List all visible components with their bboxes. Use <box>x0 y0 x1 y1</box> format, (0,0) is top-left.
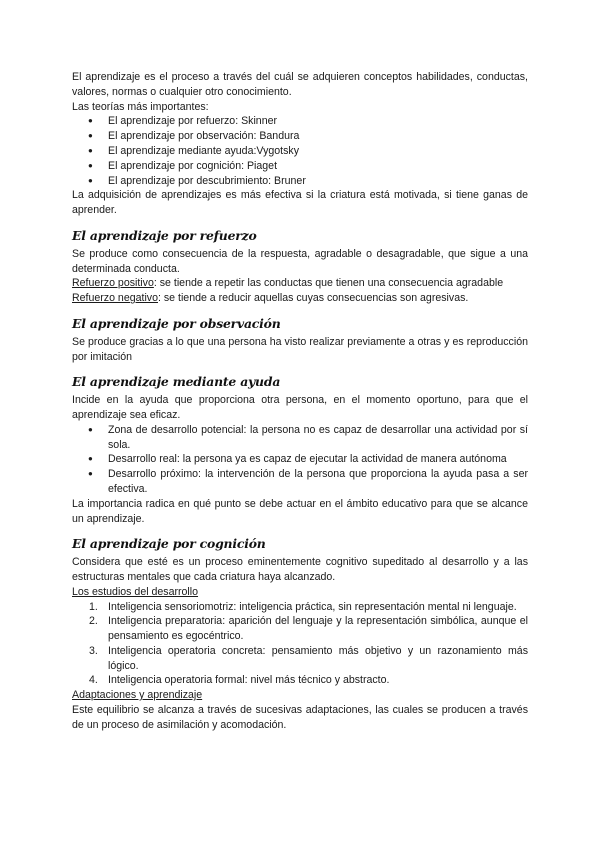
term-positivo: Refuerzo positivo <box>72 277 154 290</box>
list-item: ● Desarrollo real: la persona ya es capaz de ejecutar la actividad de manera autónoma <box>72 452 528 467</box>
list-item: ● Zona de desarrollo potencial: la persona no es capaz de desarrollar una actividad por sí sola. <box>72 423 528 453</box>
list-item <box>72 644 528 674</box>
list-item <box>72 614 528 644</box>
def-positivo: : se tiende a repetir las conductas que tienen una consecuencia agradable <box>153 277 504 290</box>
theories-list <box>72 114 528 188</box>
list-item: ● El aprendizaje por descubrimiento: Bruner <box>72 174 528 189</box>
document-page <box>72 70 528 733</box>
heading-ayuda: El aprendizaje mediante ayuda <box>72 374 281 390</box>
list-item: ● El aprendizaje por observación: Bandura <box>72 129 528 144</box>
ayuda-conclusion: La importancia radica en qué punto se debe actuar en el ámbito educativo para que se alcance un aprendizaje. <box>72 497 528 525</box>
list-item: ● El aprendizaje por refuerzo: Skinner <box>72 114 528 129</box>
list-item: ● Desarrollo próximo: la intervención de la persona que proporciona la ayuda pasa a ser efectiva. <box>72 467 528 497</box>
list-item: ● El aprendizaje por cognición: Piaget <box>72 159 528 174</box>
list-number: 4. <box>89 674 98 687</box>
motivation-paragraph: La adquisición de aprendizajes es más efectiva si la criatura está motivada, si tiene ganas de aprender. <box>72 189 528 217</box>
ayuda-paragraph: Incide en la ayuda que proporciona otra persona, en el momento oportuno, para que el aprendizaje sea eficaz. <box>72 394 528 421</box>
heading-observacion: El aprendizaje por observación <box>72 315 281 331</box>
refuerzo-negativo <box>72 291 528 306</box>
term-negativo: Refuerzo negativo <box>72 292 158 305</box>
stage-text: Inteligencia preparatoria: aparición del lenguaje y la representación simbólica, aunque el pensamiento es egocéntrico. <box>108 615 528 643</box>
refuerzo-positivo <box>72 276 528 291</box>
cognicion-paragraph: Considera que esté es un proceso eminentemente cognitivo supeditado al desarrollo y a las estructuras mentales que cada criatura haya alcanzado. <box>72 556 528 583</box>
stage-text: Inteligencia sensoriomotriz: inteligencia práctica, sin representación mental ni lenguaje. <box>108 600 517 613</box>
heading-refuerzo: El aprendizaje por refuerzo <box>72 227 257 243</box>
list-number: 2. <box>89 615 98 628</box>
refuerzo-paragraph: Se produce como consecuencia de la respuesta, agradable o desagradable, que sigue a una determinada conducta. <box>72 247 528 275</box>
list-item <box>72 673 528 688</box>
heading-cognicion: El aprendizaje por cognición <box>72 536 266 552</box>
list-item <box>72 600 528 615</box>
list-number: 3. <box>89 644 98 657</box>
observacion-paragraph: Se produce gracias a lo que una persona ha visto realizar previamente a otras y es reproducción por imitación <box>72 335 528 363</box>
intro-paragraph: El aprendizaje es el proceso a través del cuál se adquieren conceptos habilidades, conductas, valores, normas o cualquier otro conocimiento. <box>72 71 528 98</box>
ayuda-list <box>72 423 528 497</box>
subheading-estudios: Los estudios del desarrollo <box>72 585 199 598</box>
list-item: ● El aprendizaje mediante ayuda:Vygotsky <box>72 144 528 159</box>
list-number: 1. <box>89 600 98 613</box>
stage-text: Inteligencia operatoria concreta: pensamiento más objetivo y un razonamiento más lógico. <box>108 644 528 672</box>
def-negativo: : se tiende a reducir aquellas cuyas consecuencias son agresivas. <box>157 292 469 305</box>
theories-lead: Las teorías más importantes: <box>72 100 209 113</box>
stage-text: Inteligencia operatoria formal: nivel más técnico y abstracto. <box>108 674 390 687</box>
adaptaciones-paragraph: Este equilibrio se alcanza a través de sucesivas adaptaciones, las cuales se producen a través de un proceso de asimilación y acomodación. <box>72 704 528 731</box>
stages-list <box>72 600 528 689</box>
subheading-adaptaciones: Adaptaciones y aprendizaje <box>72 689 203 702</box>
